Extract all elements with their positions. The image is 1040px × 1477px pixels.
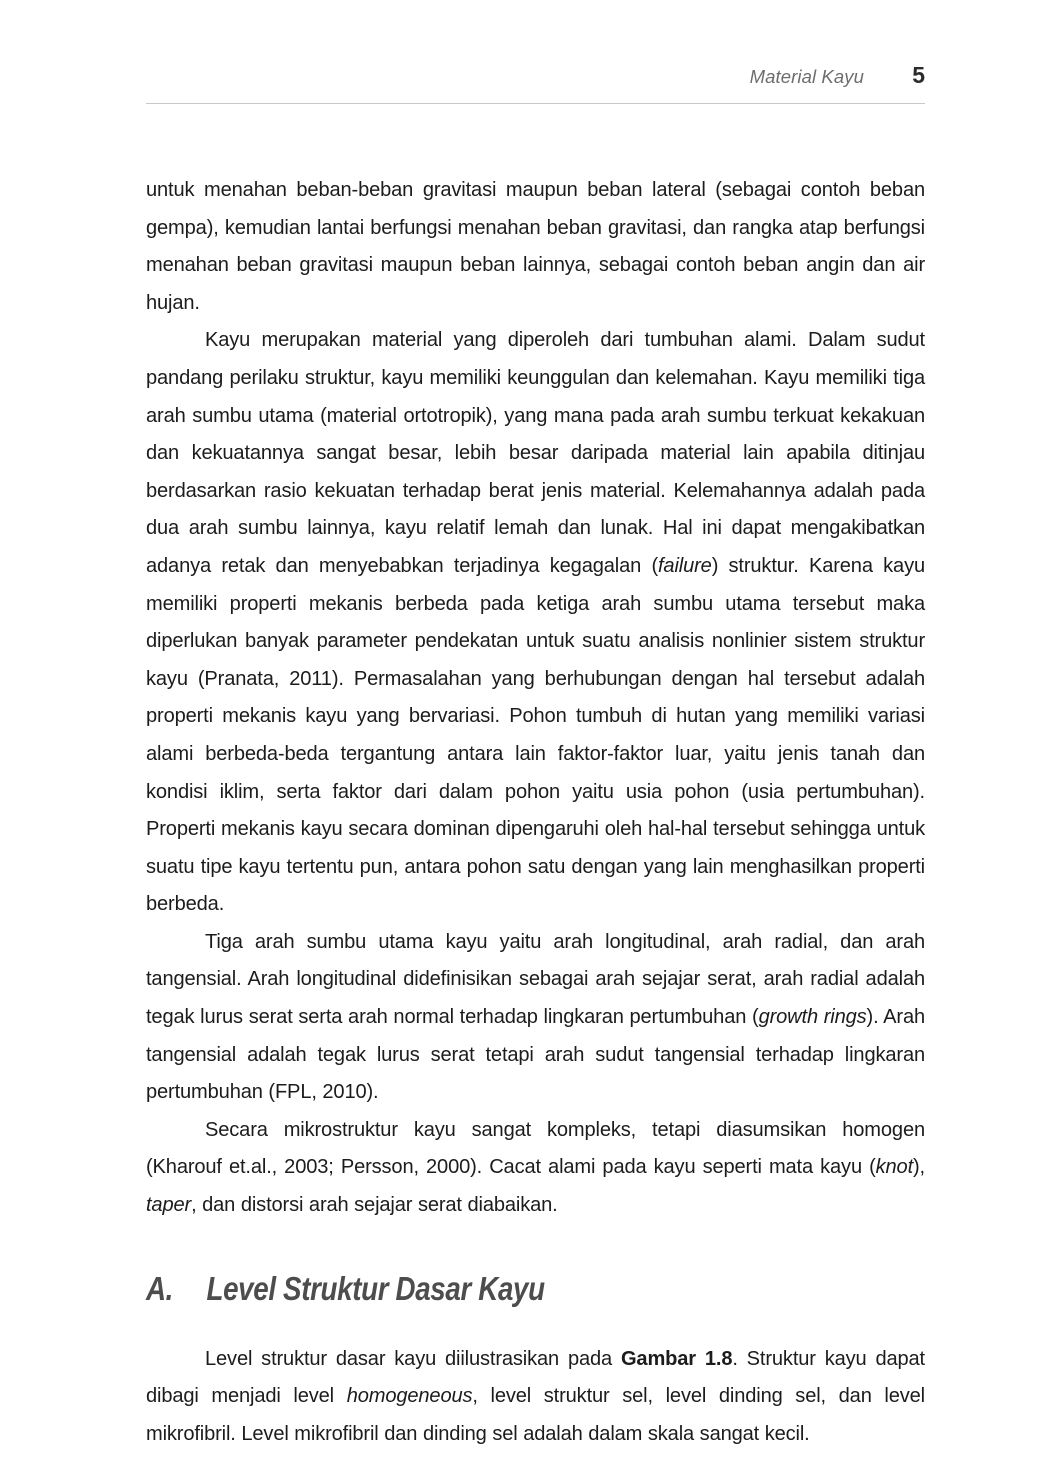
section-letter: A.: [146, 1269, 174, 1307]
italic-term-failure: failure: [658, 554, 712, 577]
paragraph-2-text-part-a: Kayu merupakan material yang diperoleh dari tumbuhan alami. Dalam sudut pandang perilaku struktur, kayu memiliki keunggulan dan kelemahan. Kayu memiliki tiga arah sumbu utama (material ortotropik), yang mana pada arah sumbu terkuat kekakuan dan kekuatannya sangat besar, lebih besar daripada material lain apabila ditinjau berdasarkan rasio kekuatan terhadap berat jenis material. Kelemahannya adalah pada dua arah sumbu lainnya, kayu relatif lemah dan lunak. Hal ini dapat mengakibatkan adanya retak dan menyebabkan terjadinya kegagalan (: [146, 329, 925, 577]
header-divider-rule: [146, 103, 925, 104]
running-header: [146, 62, 925, 104]
paragraph-1: [146, 172, 925, 322]
body-text-column: [146, 172, 925, 1453]
paragraph-2: [146, 322, 925, 924]
page-number: 5: [912, 62, 925, 88]
paragraph-3: [146, 924, 925, 1112]
section-heading: [146, 1269, 800, 1309]
paragraph-3-text-part-b: ). Arah tangensial adalah tegak lurus serat tetapi arah sudut tangensial terhadap lingkaran pertumbuhan (FPL, 2010).: [146, 1006, 925, 1104]
bold-reference-gambar: Gambar 1.8: [620, 1347, 733, 1370]
paragraph-4-text-part-a: Secara mikrostruktur kayu sangat kompleks, tetapi diasumsikan homogen (Kharouf et.al., 2003; Persson, 2000). Cacat alami pada kayu seperti mata kayu (: [146, 1118, 925, 1179]
section-heading-block: [146, 1269, 925, 1309]
paragraph-5-text-middle: . Struktur kayu dapat dibagi menjadi level: [146, 1347, 925, 1408]
paragraph-4: [146, 1112, 925, 1225]
paragraph-3-text-part-a: Tiga arah sumbu utama kayu yaitu arah longitudinal, arah radial, dan arah tangensial. Arah longitudinal didefinisikan sebagai arah sejajar serat, arah radial adalah tegak lurus serat serta arah normal terhadap lingkaran pertumbuhan (: [146, 930, 925, 1029]
paragraph-5-text-part-b: , level struktur sel, level dinding sel, dan level mikrofibril. Level mikrofibril dan dinding sel adalah dalam skala sangat kecil.: [146, 1385, 925, 1445]
paragraph-1-text: untuk menahan beban-beban gravitasi maupun beban lateral (sebagai contoh beban gempa), kemudian lantai berfungsi menahan beban gravitasi, dan rangka atap berfungsi menahan beban gravitasi maupun beban lainnya, sebagai contoh beban angin dan air hujan.: [146, 179, 925, 314]
italic-term-knot: knot: [875, 1156, 914, 1179]
paragraph-5: [146, 1341, 925, 1454]
italic-term-growth-rings: growth rings: [758, 1006, 867, 1029]
paragraph-2-text-part-b: ) struktur. Karena kayu memiliki properti mekanis berbeda pada ketiga arah sumbu utama tersebut maka diperlukan banyak parameter pendekatan untuk suatu analisis nonlinier sistem struktur kayu (Pranata, 2011). Permasalahan yang berhubungan dengan hal tersebut adalah properti mekanis kayu yang bervariasi. Pohon tumbuh di hutan yang memiliki variasi alami berbeda-beda tergantung antara lain faktor-faktor luar, yaitu jenis tanah dan kondisi iklim, serta faktor dari dalam pohon yaitu usia pohon (usia pertumbuhan). Properti mekanis kayu secara dominan dipengaruhi oleh hal-hal tersebut sehingga untuk suatu tipe kayu tertentu pun, antara pohon satu dengan yang lain menghasilkan properti berbeda.: [146, 554, 925, 916]
paragraph-4-text-middle: ),: [913, 1156, 925, 1179]
paragraph-4-text-part-b: , dan distorsi arah sejajar serat diabaikan.: [191, 1194, 558, 1217]
italic-term-taper: taper: [146, 1194, 192, 1217]
italic-term-homogeneous: homogeneous: [346, 1385, 473, 1408]
running-header-title: Material Kayu: [749, 66, 864, 87]
section-title: Level Struktur Dasar Kayu: [206, 1269, 545, 1307]
paragraph-5-text-part-a: Level struktur dasar kayu diilustrasikan pada: [205, 1347, 621, 1370]
